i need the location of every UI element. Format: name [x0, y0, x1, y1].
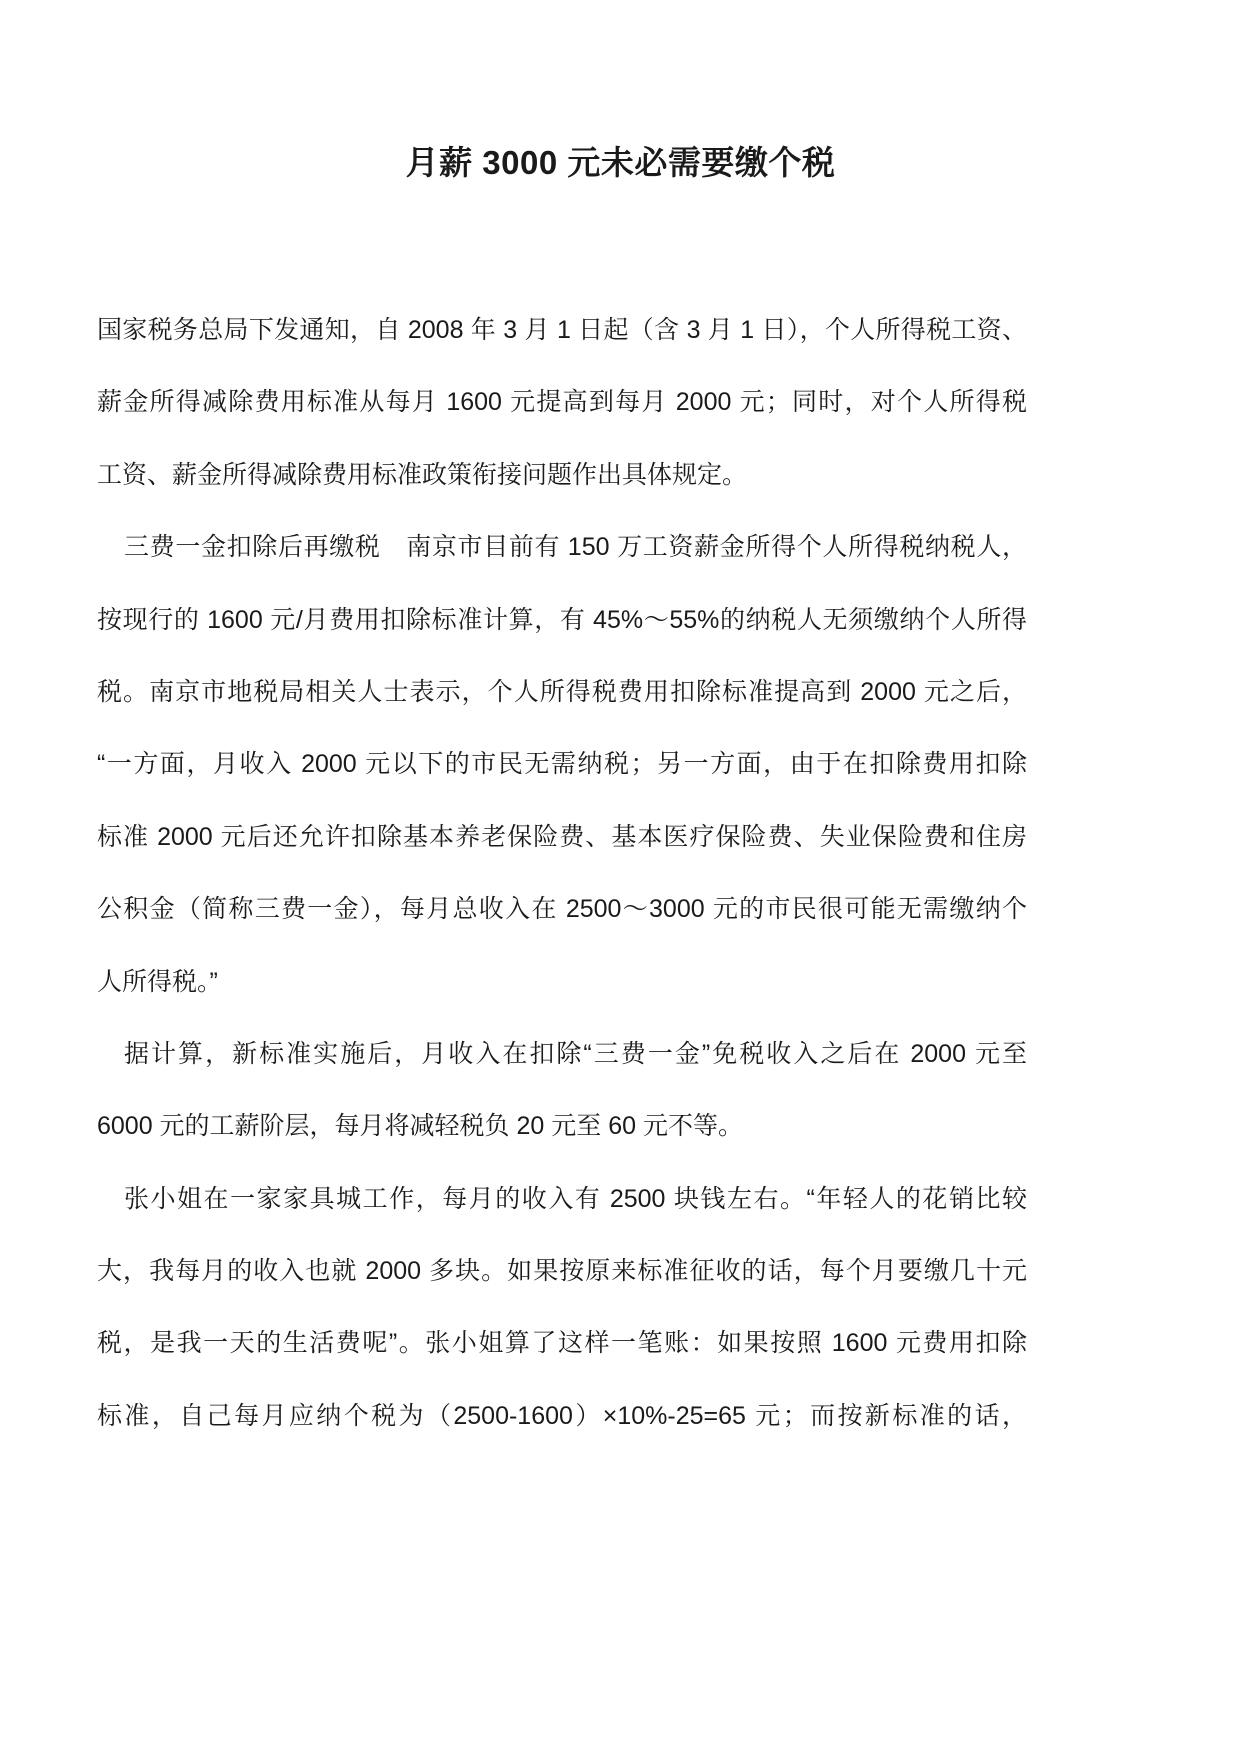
paragraph-line: 张小姐在一家家具城工作，每月的收入有 2500 块钱左右。“年轻人的花销比较 [124, 1184, 1027, 1213]
paragraph-line: 标准，自己每月应纳个税为（2500-1600）×10%-25=65 元；而按新标准的话， [97, 1401, 1027, 1430]
paragraph-line: 公积金（简称三费一金），每月总收入在 2500～3000 元的市民很可能无需缴纳个 [97, 895, 1027, 924]
paragraph-line: 6000 元的工薪阶层，每月将减轻税负 20 元至 60 元不等。 [97, 1112, 743, 1141]
paragraph-line: 大，我每月的收入也就 2000 多块。如果按原来标准征收的话，每个月要缴几十元 [97, 1257, 1027, 1286]
document-body [97, 294, 1027, 1452]
paragraph-2 [97, 511, 1027, 1018]
paragraph-line: 按现行的 1600 元/月费用扣除标准计算，有 45%～55%的纳税人无须缴纳个人所得 [97, 605, 1027, 634]
paragraph-line: 工资、薪金所得减除费用标准政策衔接问题作出具体规定。 [97, 460, 748, 489]
paragraph-line: 人所得税。” [97, 967, 218, 996]
paragraph-line: 税，是我一天的生活费呢”。张小姐算了这样一笔账：如果按照 1600 元费用扣除 [97, 1329, 1027, 1358]
paragraph-line: 税。南京市地税局相关人士表示，个人所得税费用扣除标准提高到 2000 元之后， [97, 677, 1027, 706]
paragraph-4 [97, 1163, 1027, 1453]
paragraph-line: 据计算，新标准实施后，月收入在扣除“三费一金”免税收入之后在 2000 元至 [124, 1039, 1027, 1068]
paragraph-line: 三费一金扣除后再缴税 南京市目前有 150 万工资薪金所得个人所得税纳税人， [124, 533, 1027, 562]
paragraph-line: 标准 2000 元后还允许扣除基本养老保险费、基本医疗保险费、失业保险费和住房 [97, 822, 1027, 851]
paragraph-line: “一方面，月收入 2000 元以下的市民无需纳税；另一方面，由于在扣除费用扣除 [97, 750, 1027, 779]
paragraph-1 [97, 294, 1027, 511]
paragraph-3 [97, 1018, 1027, 1163]
document-title: 月薪 3000 元未必需要缴个税 [405, 144, 836, 181]
paragraph-line: 国家税务总局下发通知，自 2008 年 3 月 1 日起（含 3 月 1 日），个人所得税工资、 [97, 316, 1027, 344]
paragraph-line: 薪金所得减除费用标准从每月 1600 元提高到每月 2000 元；同时，对个人所得税 [97, 388, 1027, 417]
